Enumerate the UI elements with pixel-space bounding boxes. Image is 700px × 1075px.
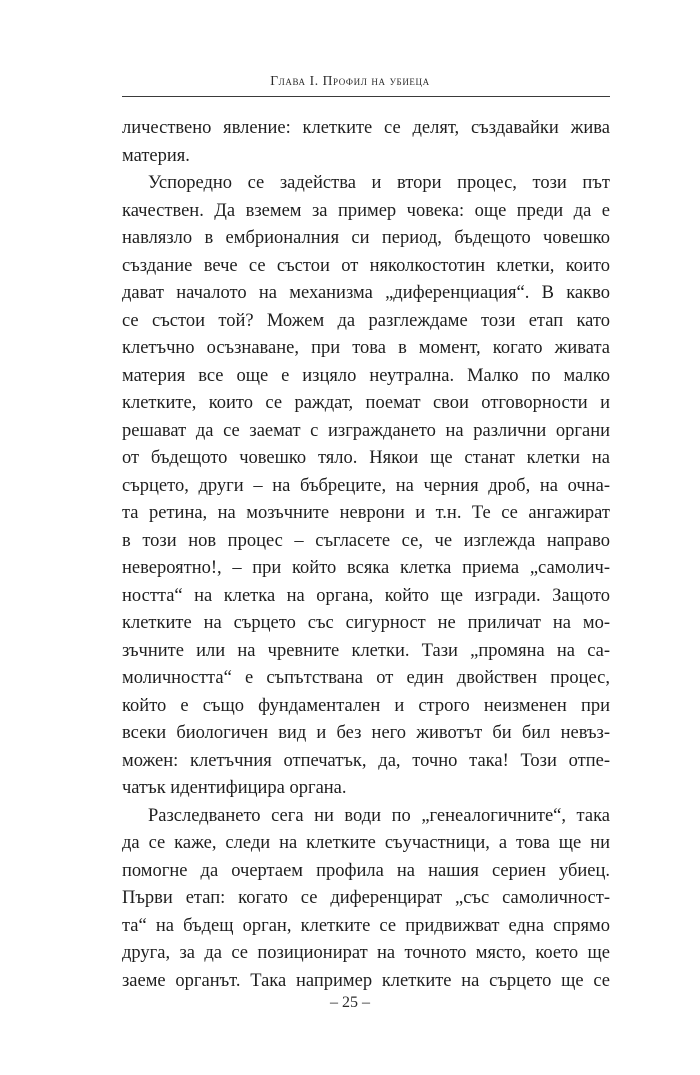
text-line: материя. [122,145,190,166]
running-header: Глава I. Профил на убиеца [270,73,430,88]
text-line: зъчните или на чревните клетки. Тази „промяна на са- [122,640,610,661]
text-line: помогне да очертаем профила на нашия сериен убиец. [122,860,610,881]
text-line: ността“ на клетка на органа, който ще изгради. Защото [122,585,610,606]
text-line: невероятно!, – при който всяка клетка приема „самолич- [122,558,610,578]
text-line: решават да се заемат с изграждането на различни органи [122,420,610,441]
page-number: – 25 – [330,994,370,1011]
body-text [122,115,610,995]
text-line: материя все още е изцяло неутрална. Малко по малко [122,365,610,386]
text-line: Разследването сега ни води по „генеалогичните“, така [148,805,610,826]
text-line: клетките на сърцето със сигурност не приличат на мо- [122,613,610,633]
text-line: навлязло в ембрионалния си период, бъдещото човешко [122,228,610,248]
text-line: друга, за да се позиционират на точното място, което ще [122,943,610,963]
text-line: дават началото на механизма „диференциация“. В какво [122,283,610,303]
text-line: Успоредно се задейства и втори процес, този път [148,173,610,193]
text-line: в този нов процес – съгласете се, че изглежда направо [122,530,610,551]
header-rule [122,96,610,97]
text-line: моличността“ е съпътствана от един двойствен процес, [122,668,610,688]
text-line: качествен. Да вземем за пример човека: още преди да е [122,200,610,221]
text-line: можен: клетъчния отпечатък, да, точно така! Този отпе- [122,750,610,771]
text-line: та ретина, на мозъчните неврони и т.н. Те се ангажират [122,503,610,523]
text-line: от бъдещото човешко тяло. Някои ще станат клетки на [122,448,610,468]
text-line: всеки биологичен вид и без него животът би бил невъз- [122,723,610,743]
text-line: сърцето, други – на бъбреците, на черния дроб, на очна- [122,475,610,496]
text-line: та“ на бъдещ орган, клетките се придвижват една спрямо [122,915,610,936]
text-line: създание вече се състои от няколкостотин клетки, които [122,255,610,276]
text-line: клетките, които се раждат, поемат свои отговорности и [122,393,610,413]
text-line: Първи етап: когато се диференцират „със самоличност- [122,888,610,908]
text-line: личествено явление: клетките се делят, създавайки жива [122,118,610,138]
text-line: който е също фундаментален и строго неизменен при [122,695,610,716]
text-line: се състои той? Можем да разглеждаме този етап като [122,310,610,331]
text-line: чатък идентифицира органа. [122,778,347,798]
text-line: клетъчно осъзнаване, при това в момент, когато живата [122,338,610,358]
text-line: заеме органът. Така например клетките на сърцето ще се [122,970,610,991]
text-line: да се каже, следи на клетките съучастници, а това ще ни [122,833,610,853]
